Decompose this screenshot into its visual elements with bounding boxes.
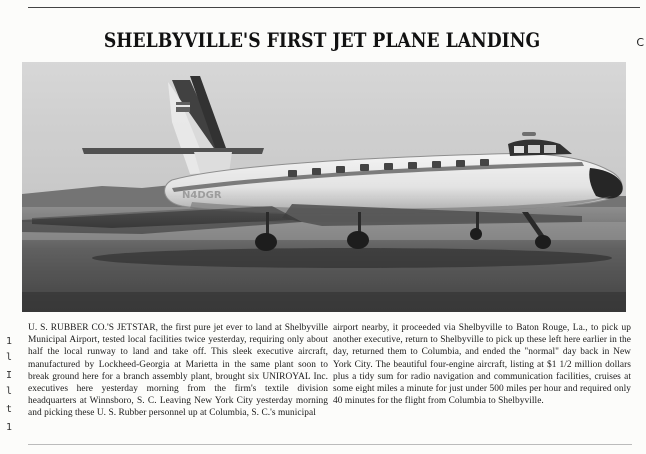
caption-column-right: airport nearby, it proceeded via Shelbyville to Baton Rouge, La., to pick up another executive, return to Shelbyville to pick up these left here earlier in the day, returned them to Columbia, and ended the "normal" day back in New York City. The beautiful four-engine aircraft, listing at $1 1/2 million dollars plus a tidy sum for radio navigation and communication facilities, cruises at some eight miles a minute for just under 500 miles per hour and required only 40 minutes for the flight from Columbia to Shelbyville. bbox=[333, 323, 631, 407]
right-edge bbox=[636, 0, 646, 454]
top-rule bbox=[28, 7, 640, 8]
margin-char: l bbox=[6, 386, 13, 397]
headline: SHELBYVILLE'S FIRST JET PLANE LANDING bbox=[103, 28, 541, 52]
edge-mark: C bbox=[636, 36, 644, 49]
margin-char: l bbox=[6, 352, 13, 363]
margin-char: 1 bbox=[6, 422, 13, 433]
margin-char: t bbox=[6, 404, 13, 415]
bottom-rule bbox=[28, 444, 632, 445]
jetstar-illustration bbox=[22, 62, 626, 312]
tail-number: N4DGR bbox=[182, 190, 222, 201]
jet-photo bbox=[22, 62, 626, 312]
margin-char: 1 bbox=[6, 336, 13, 347]
caption-column-left: U. S. RUBBER CO.'S JETSTAR, the first pure jet ever to land at Shelbyville Municipal Airport, tested local facilities twice yesterday, requiring only about half the local runway to land and take off. This sleek executive aircraft, manufactured by Lockheed-Georgia at Marietta in the same plant soon to break ground here for a branch assembly plant, brought six UNIROYAL Inc. executives here yesterday morning from the firm's textile division headquarters at Winnsboro, S. C. Leaving New York City yesterday morning and picking these U. S. Rubber personnel up at Columbia, S. C.'s municipal bbox=[28, 323, 328, 419]
left-margin bbox=[0, 0, 22, 454]
margin-char: I bbox=[6, 370, 13, 381]
